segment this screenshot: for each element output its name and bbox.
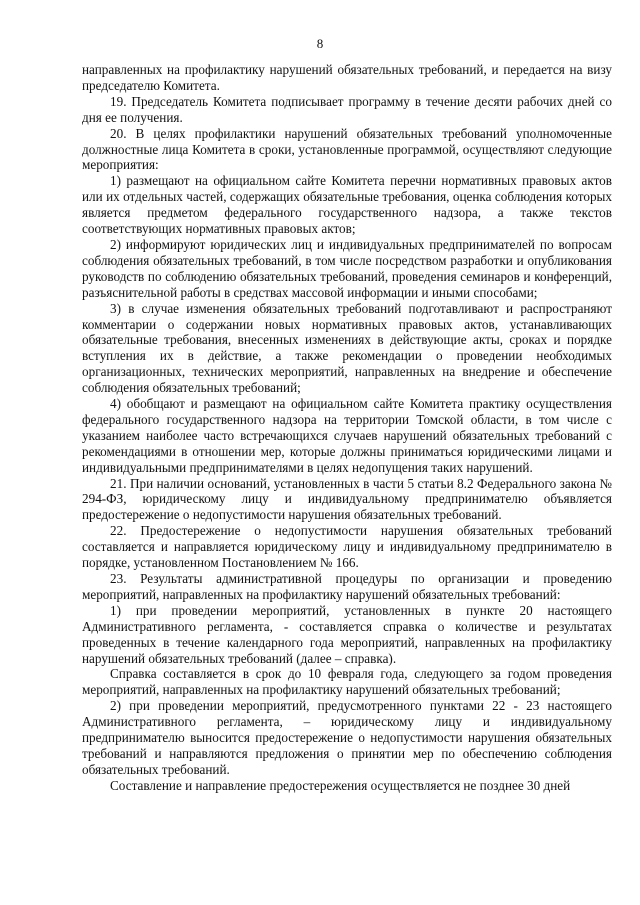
paragraph-clause-20: 20. В целях профилактики нарушений обязательных требований уполномоченные должностные лица Комитета в сроки, установленные программой, осуществляют следующие мероприятия: <box>82 125 612 173</box>
paragraph-clause-23-item-1: 1) при проведении мероприятий, установленных в пункте 20 настоящего Административного регламента, - составляется справка о количестве и результатах проведенных в течение календарного года мероприятий, направленных на профилактику нарушений обязательных требований (далее – справка). <box>82 602 612 666</box>
paragraph-clause-20-item-1: 1) размещают на официальном сайте Комитета перечни нормативных правовых актов или их отдельных частей, содержащих обязательные требования, оценка соблюдения которых является предметом федерального государственного надзора, а также текстов соответствующих нормативных правовых актов; <box>82 173 612 237</box>
paragraph-clause-20-item-2: 2) информируют юридических лиц и индивидуальных предпринимателей по вопросам соблюдения обязательных требований, в том числе посредством разработки и опубликования руководств по соблюдению обязательных требований, проведения семинаров и конференций, разъяснительной работы в средствах массовой информации и иными способами; <box>82 236 612 300</box>
document-body <box>82 62 612 794</box>
paragraph-clause-22: 22. Предостережение о недопустимости нарушения обязательных требований составляется и направляется юридическому лицу и индивидуальному предпринимателю в порядке, установленном Постановлением № 166. <box>82 523 612 571</box>
page-number: 8 <box>316 36 324 51</box>
paragraph-clause-20-item-4: 4) обобщают и размещают на официальном сайте Комитета практику осуществления федерального государственного надзора на территории Томской области, в том числе с указанием наиболее часто встречающихся случаев нарушений обязательных требований с рекомендациями в отношении мер, которые должны приниматься юридическими лицами и индивидуальными предпринимателями в целях недопущения таких нарушений. <box>82 396 612 475</box>
paragraph-clause-19: 19. Председатель Комитета подписывает программу в течение десяти рабочих дней со дня ее получения. <box>82 93 612 125</box>
paragraph-clause-23: 23. Результаты административной процедуры по организации и проведению мероприятий, направленных на профилактику нарушений обязательных требований: <box>82 571 612 602</box>
paragraph-report-deadline: Справка составляется в срок до 10 февраля года, следующего за годом проведения мероприятий, направленных на профилактику нарушений обязательных требований; <box>82 666 612 698</box>
paragraph-continuation: направленных на профилактику нарушений обязательных требований, и передается на визу председателю Комитета. <box>82 62 612 93</box>
paragraph-clause-20-item-3: 3) в случае изменения обязательных требований подготавливают и распространяют комментарии о содержании новых нормативных правовых актов, устанавливающих обязательные требования, внесенных изменениях в действующие акты, сроках и порядке вступления их в действие, а также рекомендации о проведении необходимых организационных, технических мероприятий, направленных на внедрение и обеспечение соблюдения обязательных требований; <box>82 300 612 396</box>
paragraph-clause-23-item-2: 2) при проведении мероприятий, предусмотренного пунктами 22 - 23 настоящего Административного регламента, – юридическому лицу и индивидуальному предпринимателю выносится предостережение о недопустимости нарушения обязательных требований и направляются предложения о принятии мер по обеспечению соблюдения обязательных требований. <box>82 698 612 777</box>
paragraph-warning-deadline: Составление и направление предостережения осуществляется не позднее 30 дней <box>110 777 571 793</box>
paragraph-clause-21: 21. При наличии оснований, установленных в части 5 статьи 8.2 Федерального закона № 294-ФЗ, юридическому лицу и индивидуальному предпринимателю объявляется предостережение о недопустимости нарушения обязательных требований. <box>82 475 612 523</box>
